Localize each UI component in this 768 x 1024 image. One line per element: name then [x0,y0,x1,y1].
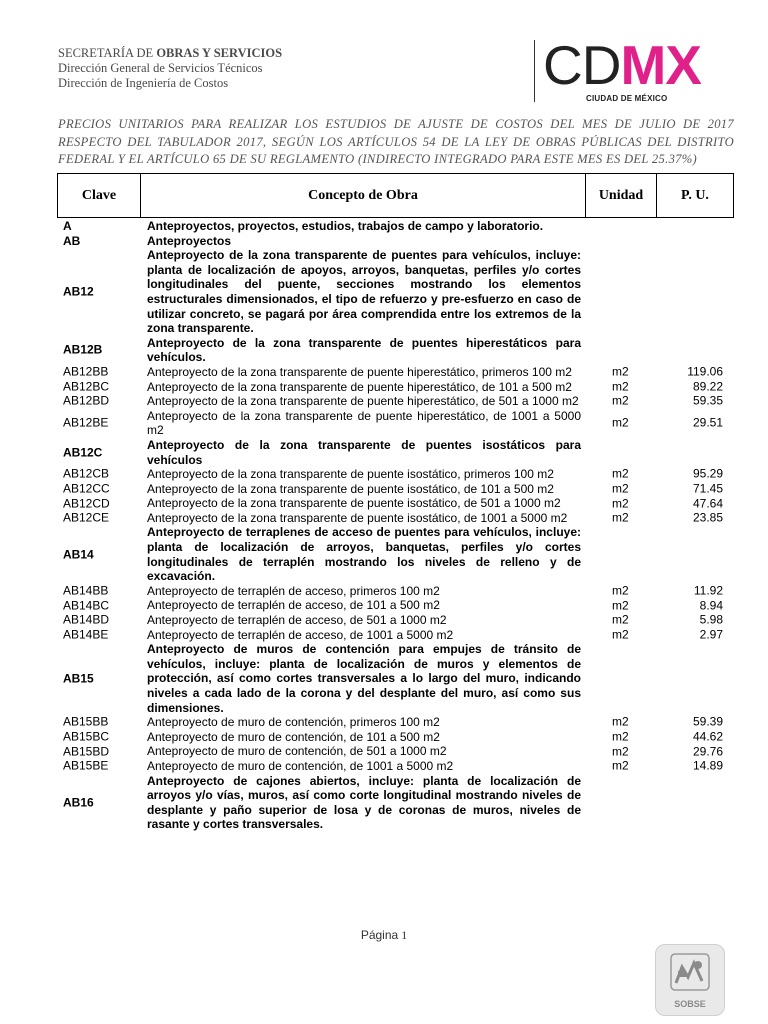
concepto-cell: Anteproyecto de la zona transparente de puente isostático, de 101 a 500 m2 [147,481,554,496]
concepto-cell: Anteproyecto de la zona transparente de puente hiperestático, de 1001 a 5000 m2 [147,408,581,438]
header-concepto: Concepto de Obra [141,174,586,218]
clave-cell: AB12BC [63,379,110,394]
unidad-cell: m2 [612,510,629,525]
unidad-cell: m2 [612,715,629,730]
table-row [0,409,768,438]
table-row [0,438,768,467]
concepto-cell: Anteproyecto de terraplén de acceso, de 1001 a 5000 m2 [147,627,454,642]
clave-cell: AB12B [63,343,103,358]
table-row [0,511,768,526]
direccion-general: Dirección General de Servicios Técnicos [58,61,263,75]
page-number: 1 [401,928,408,942]
unidad-cell: m2 [612,598,629,613]
concepto-cell: Anteproyectos [147,233,232,248]
clave-cell: AB12CC [63,481,110,496]
unidad-cell: m2 [612,379,629,394]
concepto-cell: Anteproyecto de la zona transparente de puentes para vehículos, incluye: planta de localización de apoyos, arroyos, banquetas, perfiles y/o cortes longitudinales del puente, secciones mostrando los elementos estructurales dimensionados, el tipo de refuerzo y pre-esfuerzo en caso de utilizar concreto, se pagará por área comprendida entre los extremos de la zona transparente. [147,248,581,336]
unidad-cell: m2 [612,416,629,431]
unidad-cell: m2 [612,364,629,379]
concepto-cell: Anteproyecto de la zona transparente de puentes hiperestáticos para vehículos. [147,335,581,365]
clave-cell: AB15BD [63,744,110,759]
clave-cell: AB14 [63,547,94,562]
logo-mx: MX [620,34,701,96]
logo-subtitle: CIUDAD DE MÉXICO [586,94,668,103]
clave-cell: AB16 [63,795,94,810]
clave-cell: AB12BB [63,364,109,379]
table-row [0,613,768,628]
pu-cell: 71.45 [692,481,723,496]
pu-cell: 44.62 [692,729,723,744]
pu-cell: 89.22 [692,379,723,394]
clave-cell: AB14BD [63,613,110,628]
unidad-cell: m2 [612,583,629,598]
concepto-cell: Anteproyecto de cajones abiertos, incluye: planta de localización de arroyos y/o vías, muros, así como corte longitudinal mostrando niveles de desplante y paño superior de losa y de coronas de muros, niveles de rasante y cortes transversales. [147,773,581,832]
table-row [0,394,768,409]
concepto-cell: Anteproyectos, proyectos, estudios, trabajos de campo y laboratorio. [147,219,544,233]
table-row [0,730,768,745]
unidad-cell: m2 [612,729,629,744]
table-row [0,336,768,365]
table-row [0,248,768,336]
header-block [58,46,282,91]
clave-cell: AB15BC [63,729,110,744]
pu-cell: 47.64 [692,496,723,511]
clave-cell: AB14BB [63,583,109,598]
pu-cell: 29.51 [692,416,723,431]
clave-cell: AB12CE [63,510,110,525]
pu-cell: 23.85 [692,510,723,525]
unidad-cell: m2 [612,481,629,496]
unidad-cell: m2 [612,394,629,409]
concepto-cell: Anteproyecto de la zona transparente de puente isostático, de 501 a 1000 m2 [147,496,561,511]
concepto-cell: Anteproyecto de la zona transparente de puente isostático, de 1001 a 5000 m2 [147,510,568,525]
header-clave: Clave [58,174,141,218]
sobse-emblem-icon [670,953,710,991]
pu-cell: 2.97 [699,627,723,642]
concepto-cell: Anteproyecto de la zona transparente de puente hiperestático, primeros 100 m2 [147,364,572,379]
table-row [0,642,768,715]
pu-cell: 119.06 [687,364,723,379]
clave-cell: AB12BD [63,394,110,409]
pu-cell: 11.92 [693,583,723,598]
pu-cell: 59.35 [692,394,723,409]
sobse-label: SOBSE [674,999,706,1009]
unidad-cell: m2 [612,758,629,773]
clave-cell: AB [63,233,81,248]
table-row [0,234,768,249]
clave-cell: AB14BE [63,627,109,642]
header-pu: P. U. [657,174,734,218]
clave-cell: AB14BC [63,598,110,613]
concepto-cell: Anteproyecto de la zona transparente de puente hiperestático, de 501 a 1000 m2 [147,394,579,409]
table-row [0,759,768,774]
unidad-cell: m2 [612,467,629,482]
pu-cell: 5.98 [699,613,723,628]
table-row [0,774,768,832]
concepto-cell: Anteproyecto de muro de contención, primeros 100 m2 [147,715,440,730]
concepto-cell: Anteproyecto de terraplén de acceso, de 501 a 1000 m2 [147,613,447,628]
concepto-cell: Anteproyecto de terraplén de acceso, primeros 100 m2 [147,583,440,598]
table-header [57,173,734,218]
clave-cell: AB12BE [63,416,109,431]
concepto-cell: Anteproyecto de la zona transparente de puente hiperestático, de 101 a 500 m2 [147,379,572,394]
concepto-cell: Anteproyecto de muro de contención, de 501 a 1000 m2 [147,744,447,759]
clave-cell: AB15BE [63,758,109,773]
table-row [0,219,768,234]
intro-paragraph: PRECIOS UNITARIOS PARA REALIZAR LOS ESTUDIOS DE AJUSTE DE COSTOS DEL MES DE JULIO DE 2017 RESPECTO DEL TABULADOR 2017, SEGÚN LOS ARTÍCULOS 54 DE LA LEY DE OBRAS PÚBLICAS DEL DISTRITO FEDERAL Y EL ARTÍCULO 65 DE SU REGLAMENTO (INDIRECTO INTEGRADO PARA ESTE MES ES DEL 25.37%) [58,117,734,166]
concepto-cell: Anteproyecto de muro de contención, de 1001 a 5000 m2 [147,758,454,773]
concepto-cell: Anteproyecto de terraplenes de acceso de puentes para vehículos, incluye: planta de localización de arroyos, banquetas, perfiles y/o cortes longitudinales de terraplén mostrando los niveles de relleno y de excavación. [147,525,581,584]
clave-cell: AB12CB [63,467,110,482]
clave-cell: AB12 [63,284,94,299]
pu-cell: 14.89 [692,758,723,773]
clave-cell: AB12C [63,445,103,460]
clave-cell: AB12CD [63,496,110,511]
header-unidad: Unidad [586,174,657,218]
page-label: Página [360,928,399,942]
clave-cell: AB15BB [63,715,109,730]
concepto-cell: Anteproyecto de la zona transparente de puentes isostáticos para vehículos [147,437,581,467]
table-row [0,482,768,497]
table-row [0,380,768,395]
table-row [0,628,768,643]
table-row [0,467,768,482]
table-row [0,598,768,613]
pu-cell: 29.76 [692,744,723,759]
secretaria-prefix: SECRETARÍA DE [58,46,157,60]
pu-cell: 59.39 [692,715,723,730]
logo-divider [534,40,535,102]
concepto-cell: Anteproyecto de muros de contención para empujes de tránsito de vehículos, incluye: planta de localización de muros y elementos de protección, así como cortes transversales a lo largo del muro, indicando niveles a cada lado de la corona y del desplante del muro, así como sus dimensiones. [147,642,581,715]
pu-cell: 8.94 [699,598,723,613]
secretaria-line [58,46,282,61]
logo-cd: CD [543,34,621,96]
concepto-cell: Anteproyecto de la zona transparente de puente isostático, primeros 100 m2 [147,467,554,482]
table-row [0,496,768,511]
secretaria-bold: OBRAS Y SERVICIOS [156,46,283,60]
unidad-cell: m2 [612,613,629,628]
direccion-ingenieria: Dirección de Ingeniería de Costos [58,76,229,90]
concepto-cell: Anteproyecto de muro de contención, de 101 a 500 m2 [147,729,440,744]
cdmx-logo [543,30,701,100]
unidad-cell: m2 [612,744,629,759]
table-row [0,525,768,583]
clave-cell: AB15 [63,671,94,686]
price-table-body [0,219,768,832]
concepto-cell: Anteproyecto de terraplén de acceso, de 101 a 500 m2 [147,598,440,613]
page-footer [0,928,768,943]
unidad-cell: m2 [612,627,629,642]
sobse-stamp [655,944,725,1016]
clave-cell: A [63,219,72,233]
pu-cell: 95.29 [692,467,723,482]
table-row [0,744,768,759]
table-row [0,715,768,730]
unidad-cell: m2 [612,496,629,511]
table-row [0,584,768,599]
table-row [0,365,768,380]
